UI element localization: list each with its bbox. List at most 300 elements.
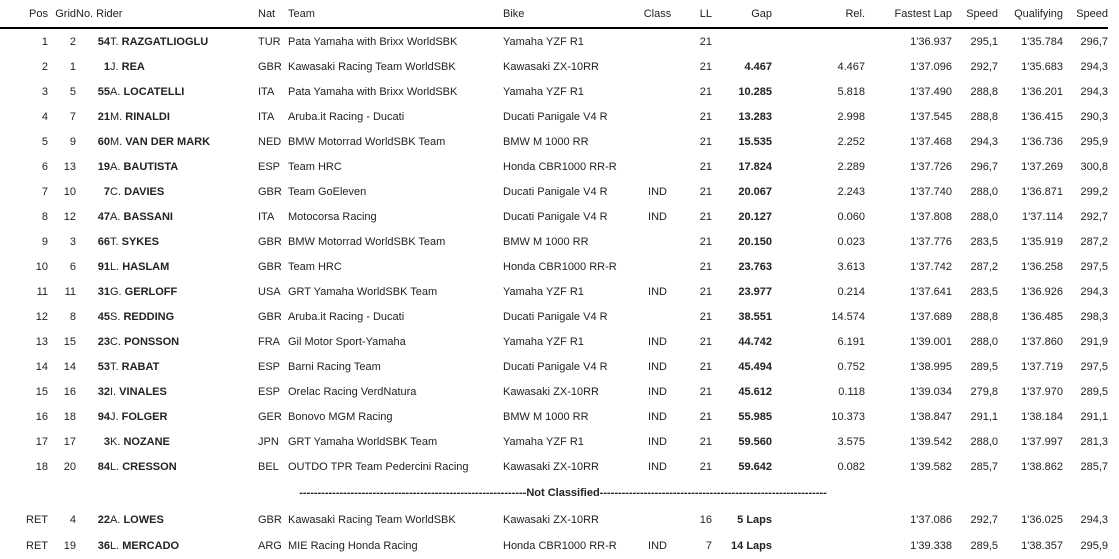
cell-no: 31 bbox=[97, 285, 110, 298]
column-header-fspeed: Speed bbox=[952, 0, 998, 28]
table-row bbox=[0, 179, 1108, 204]
rider-initial: A. bbox=[110, 160, 124, 173]
cell-team: MIE Racing Honda Racing bbox=[288, 540, 418, 552]
cell-bike: BMW M 1000 RR bbox=[503, 235, 589, 248]
cell-rider bbox=[110, 329, 258, 354]
cell-no: 91 bbox=[97, 260, 110, 273]
rider-surname: RAZGATLIOGLU bbox=[121, 35, 209, 48]
column-header-nat: Nat bbox=[258, 0, 288, 28]
cell-qspeed: 292,7 bbox=[1080, 210, 1108, 223]
table-row-ret bbox=[0, 533, 1108, 559]
cell-pos: 16 bbox=[35, 410, 48, 423]
cell-fspeed: 294,3 bbox=[970, 135, 998, 148]
rider-surname: LOWES bbox=[123, 514, 164, 526]
cell-bike: Yamaha YZF R1 bbox=[503, 35, 584, 48]
table-row bbox=[0, 354, 1108, 379]
rider-surname: FOLGER bbox=[121, 410, 168, 423]
cell-nat: ESP bbox=[258, 160, 281, 173]
cell-nat: ITA bbox=[258, 210, 275, 223]
column-header-pos: Pos bbox=[0, 0, 48, 28]
cell-grid: 13 bbox=[63, 160, 76, 173]
cell-grid: 8 bbox=[69, 310, 76, 323]
cell-gap: 20.150 bbox=[738, 235, 772, 248]
cell-rider bbox=[110, 204, 258, 229]
cell-fspeed: 288,0 bbox=[970, 335, 998, 348]
cell-qspeed: 294,3 bbox=[1080, 514, 1108, 526]
cell-fspeed: 288,0 bbox=[970, 210, 998, 223]
cell-gap: 15.535 bbox=[738, 135, 772, 148]
cell-qual: 1'36.485 bbox=[1021, 310, 1063, 323]
rider-surname: CRESSON bbox=[122, 460, 177, 473]
rider-surname: BAUTISTA bbox=[123, 160, 179, 173]
cell-rel: 4.467 bbox=[837, 60, 865, 73]
cell-grid: 1 bbox=[69, 60, 76, 73]
cell-bike: BMW M 1000 RR bbox=[503, 410, 589, 423]
cell-bike: Yamaha YZF R1 bbox=[503, 85, 584, 98]
cell-flap: 1'37.545 bbox=[910, 110, 952, 123]
table-row bbox=[0, 28, 1108, 54]
cell-nat: GBR bbox=[258, 185, 282, 198]
not-classified-separator-row bbox=[0, 479, 1108, 507]
cell-ll: 21 bbox=[699, 185, 712, 198]
cell-cls: IND bbox=[648, 335, 667, 348]
cell-rel bbox=[772, 28, 865, 54]
cell-ll: 21 bbox=[699, 235, 712, 248]
cell-pos: RET bbox=[26, 514, 48, 526]
cell-no: 36 bbox=[97, 540, 110, 552]
cell-grid: 12 bbox=[63, 210, 76, 223]
cell-flap: 1'37.776 bbox=[910, 235, 952, 248]
cell-flap: 1'37.086 bbox=[910, 514, 952, 526]
rider-surname: RABAT bbox=[121, 360, 160, 373]
cell-no: 54 bbox=[97, 35, 110, 48]
rider-surname: SYKES bbox=[121, 235, 159, 248]
cell-ll: 21 bbox=[699, 110, 712, 123]
cell-qspeed: 294,3 bbox=[1080, 285, 1108, 298]
cell-qspeed: 291,9 bbox=[1080, 335, 1108, 348]
cell-cls: IND bbox=[648, 435, 667, 448]
cell-bike: Kawasaki ZX-10RR bbox=[503, 385, 599, 398]
cell-bike: Kawasaki ZX-10RR bbox=[503, 514, 599, 526]
cell-nat: BEL bbox=[258, 460, 279, 473]
cell-rider bbox=[110, 404, 258, 429]
table-row bbox=[0, 329, 1108, 354]
cell-flap: 1'39.338 bbox=[910, 540, 952, 552]
cell-fspeed: 292,7 bbox=[970, 514, 998, 526]
cell-gap: 4.467 bbox=[744, 60, 772, 73]
column-header-rel: Rel. bbox=[772, 0, 865, 28]
cell-no: 32 bbox=[97, 385, 110, 398]
rider-surname: HASLAM bbox=[122, 260, 170, 273]
cell-no: 55 bbox=[97, 85, 110, 98]
cell-ll: 16 bbox=[699, 514, 712, 526]
rider-initial: A. bbox=[110, 85, 124, 98]
cell-team: BMW Motorrad WorldSBK Team bbox=[288, 235, 446, 248]
rider-initial: C. bbox=[110, 335, 125, 348]
cell-team: Aruba.it Racing - Ducati bbox=[288, 310, 405, 323]
cell-cls bbox=[640, 129, 675, 154]
cell-rider bbox=[110, 429, 258, 454]
rider-surname: REDDING bbox=[123, 310, 175, 323]
cell-pos: 10 bbox=[35, 260, 48, 273]
cell-qual: 1'36.258 bbox=[1021, 260, 1063, 273]
cell-fspeed: 288,8 bbox=[970, 85, 998, 98]
cell-fspeed: 292,7 bbox=[970, 60, 998, 73]
cell-bike: Ducati Panigale V4 R bbox=[503, 310, 608, 323]
cell-ll: 21 bbox=[699, 260, 712, 273]
cell-qspeed: 297,5 bbox=[1080, 260, 1108, 273]
cell-nat: GBR bbox=[258, 514, 282, 526]
column-header-grid: Grid bbox=[48, 0, 76, 28]
cell-pos: 4 bbox=[41, 110, 48, 123]
cell-bike: Yamaha YZF R1 bbox=[503, 435, 584, 448]
cell-rider bbox=[110, 454, 258, 479]
cell-grid: 19 bbox=[63, 540, 76, 552]
cell-pos: 12 bbox=[35, 310, 48, 323]
cell-ll: 21 bbox=[699, 385, 712, 398]
cell-pos: 3 bbox=[41, 85, 48, 98]
cell-pos: 5 bbox=[41, 135, 48, 148]
cell-team: Kawasaki Racing Team WorldSBK bbox=[288, 514, 456, 526]
table-row bbox=[0, 254, 1108, 279]
cell-ll: 21 bbox=[699, 85, 712, 98]
cell-cls bbox=[640, 154, 675, 179]
cell-cls: IND bbox=[648, 410, 667, 423]
not-classified-separator: --------------------------------------------------------------Not Classified-------------------------------------------------------------- bbox=[299, 487, 827, 499]
rider-initial: T. bbox=[110, 35, 122, 48]
cell-no: 45 bbox=[97, 310, 110, 323]
cell-cls: IND bbox=[648, 285, 667, 298]
column-header-rider: No. Rider bbox=[76, 0, 258, 28]
cell-flap: 1'37.468 bbox=[910, 135, 952, 148]
column-header-bike: Bike bbox=[503, 0, 640, 28]
cell-rider bbox=[110, 79, 258, 104]
cell-qspeed: 296,7 bbox=[1080, 35, 1108, 48]
cell-grid: 7 bbox=[69, 110, 76, 123]
rider-initial: A. bbox=[110, 514, 124, 526]
cell-ll: 21 bbox=[699, 35, 712, 48]
cell-pos: 1 bbox=[41, 35, 48, 48]
cell-team: Team HRC bbox=[288, 260, 342, 273]
results-body bbox=[0, 28, 1108, 559]
rider-initial: T. bbox=[110, 360, 122, 373]
cell-bike: BMW M 1000 RR bbox=[503, 135, 589, 148]
cell-flap: 1'39.582 bbox=[910, 460, 952, 473]
table-row bbox=[0, 204, 1108, 229]
cell-flap: 1'37.689 bbox=[910, 310, 952, 323]
cell-ll: 21 bbox=[699, 285, 712, 298]
cell-no: 7 bbox=[103, 185, 110, 198]
cell-rider bbox=[110, 507, 258, 533]
cell-rel bbox=[772, 507, 865, 533]
cell-gap: 14 Laps bbox=[731, 540, 772, 552]
cell-cls: IND bbox=[648, 460, 667, 473]
cell-rider bbox=[110, 533, 258, 559]
cell-bike: Honda CBR1000 RR-R bbox=[503, 160, 617, 173]
rider-initial: I. bbox=[110, 385, 120, 398]
rider-surname: NOZANE bbox=[123, 435, 170, 448]
cell-team: BMW Motorrad WorldSBK Team bbox=[288, 135, 446, 148]
cell-gap: 10.285 bbox=[738, 85, 772, 98]
table-row bbox=[0, 229, 1108, 254]
cell-rider bbox=[110, 129, 258, 154]
cell-bike: Kawasaki ZX-10RR bbox=[503, 60, 599, 73]
rider-initial: M. bbox=[110, 110, 126, 123]
cell-team: Pata Yamaha with Brixx WorldSBK bbox=[288, 35, 458, 48]
table-row bbox=[0, 304, 1108, 329]
cell-flap: 1'36.937 bbox=[910, 35, 952, 48]
cell-team: Team GoEleven bbox=[288, 185, 367, 198]
cell-nat: GER bbox=[258, 410, 282, 423]
cell-qual: 1'36.926 bbox=[1021, 285, 1063, 298]
cell-ll: 21 bbox=[699, 135, 712, 148]
cell-pos: 13 bbox=[35, 335, 48, 348]
rider-initial: S. bbox=[110, 310, 124, 323]
column-header-qspeed: Speed bbox=[1063, 0, 1108, 28]
cell-rider bbox=[110, 154, 258, 179]
cell-nat: ESP bbox=[258, 385, 281, 398]
rider-initial: G. bbox=[110, 285, 125, 298]
cell-ll: 21 bbox=[699, 210, 712, 223]
cell-cls: IND bbox=[648, 360, 667, 373]
cell-rel: 3.613 bbox=[837, 260, 865, 273]
cell-team: Barni Racing Team bbox=[288, 360, 381, 373]
cell-bike: Ducati Panigale V4 R bbox=[503, 210, 608, 223]
cell-nat: ESP bbox=[258, 360, 281, 373]
cell-rel: 0.214 bbox=[837, 285, 865, 298]
cell-rider bbox=[110, 28, 258, 54]
cell-grid: 6 bbox=[69, 260, 76, 273]
cell-team: GRT Yamaha WorldSBK Team bbox=[288, 285, 438, 298]
cell-fspeed: 296,7 bbox=[970, 160, 998, 173]
cell-qual: 1'37.970 bbox=[1021, 385, 1063, 398]
rider-initial: A. bbox=[110, 210, 124, 223]
cell-flap: 1'37.808 bbox=[910, 210, 952, 223]
cell-nat: USA bbox=[258, 285, 281, 298]
rider-initial: C. bbox=[110, 185, 125, 198]
cell-qual: 1'37.719 bbox=[1021, 360, 1063, 373]
rider-surname: DAVIES bbox=[124, 185, 165, 198]
header-row bbox=[0, 0, 1108, 28]
rider-surname: PONSSON bbox=[124, 335, 180, 348]
cell-cls bbox=[640, 54, 675, 79]
cell-no: 22 bbox=[97, 514, 110, 526]
rider-surname: BASSANI bbox=[123, 210, 173, 223]
cell-qual: 1'38.862 bbox=[1021, 460, 1063, 473]
cell-rel: 0.752 bbox=[837, 360, 865, 373]
cell-bike: Yamaha YZF R1 bbox=[503, 335, 584, 348]
cell-team: Team HRC bbox=[288, 160, 342, 173]
rider-initial: L. bbox=[110, 540, 123, 552]
cell-rel: 5.818 bbox=[837, 85, 865, 98]
cell-flap: 1'39.542 bbox=[910, 435, 952, 448]
cell-ll: 21 bbox=[699, 435, 712, 448]
cell-no: 84 bbox=[97, 460, 110, 473]
cell-rel: 0.060 bbox=[837, 210, 865, 223]
cell-nat: FRA bbox=[258, 335, 280, 348]
cell-fspeed: 289,5 bbox=[970, 540, 998, 552]
cell-fspeed: 288,8 bbox=[970, 110, 998, 123]
cell-no: 60 bbox=[97, 135, 110, 148]
cell-nat: TUR bbox=[258, 35, 281, 48]
cell-flap: 1'37.096 bbox=[910, 60, 952, 73]
cell-cls bbox=[640, 28, 675, 54]
cell-rider bbox=[110, 54, 258, 79]
cell-fspeed: 295,1 bbox=[970, 35, 998, 48]
cell-team: Motocorsa Racing bbox=[288, 210, 377, 223]
cell-rider bbox=[110, 179, 258, 204]
cell-rel: 0.023 bbox=[837, 235, 865, 248]
cell-cls bbox=[640, 104, 675, 129]
cell-qual: 1'37.114 bbox=[1021, 210, 1063, 223]
rider-initial: K. bbox=[110, 435, 124, 448]
cell-pos: 15 bbox=[35, 385, 48, 398]
cell-bike: Kawasaki ZX-10RR bbox=[503, 460, 599, 473]
cell-pos: 14 bbox=[35, 360, 48, 373]
cell-ll: 21 bbox=[699, 310, 712, 323]
cell-qspeed: 291,1 bbox=[1080, 410, 1108, 423]
table-row bbox=[0, 104, 1108, 129]
cell-nat: GBR bbox=[258, 235, 282, 248]
cell-qual: 1'36.201 bbox=[1021, 85, 1063, 98]
cell-ll: 21 bbox=[699, 460, 712, 473]
table-row bbox=[0, 79, 1108, 104]
cell-rel: 3.575 bbox=[837, 435, 865, 448]
cell-grid: 14 bbox=[63, 360, 76, 373]
rider-surname: VAN DER MARK bbox=[125, 135, 211, 148]
cell-flap: 1'37.641 bbox=[910, 285, 952, 298]
cell-pos: 2 bbox=[41, 60, 48, 73]
table-row bbox=[0, 129, 1108, 154]
cell-cls bbox=[640, 254, 675, 279]
rider-surname: VINALES bbox=[119, 385, 167, 398]
table-row bbox=[0, 54, 1108, 79]
cell-nat: ITA bbox=[258, 85, 275, 98]
cell-pos: 7 bbox=[41, 185, 48, 198]
cell-gap: 44.742 bbox=[738, 335, 772, 348]
cell-gap: 59.560 bbox=[738, 435, 772, 448]
cell-qspeed: 299,2 bbox=[1080, 185, 1108, 198]
cell-rider bbox=[110, 104, 258, 129]
cell-gap: 20.067 bbox=[738, 185, 772, 198]
cell-cls: IND bbox=[648, 210, 667, 223]
cell-flap: 1'38.995 bbox=[910, 360, 952, 373]
cell-gap: 55.985 bbox=[738, 410, 772, 423]
cell-bike: Ducati Panigale V4 R bbox=[503, 185, 608, 198]
cell-fspeed: 285,7 bbox=[970, 460, 998, 473]
cell-rider bbox=[110, 304, 258, 329]
cell-qual: 1'37.997 bbox=[1021, 435, 1063, 448]
cell-gap: 45.612 bbox=[738, 385, 772, 398]
cell-grid: 18 bbox=[63, 410, 76, 423]
cell-qual: 1'37.269 bbox=[1021, 160, 1063, 173]
cell-no: 94 bbox=[97, 410, 110, 423]
cell-gap: 59.642 bbox=[738, 460, 772, 473]
cell-qual: 1'35.919 bbox=[1021, 235, 1063, 248]
table-row bbox=[0, 279, 1108, 304]
cell-qual: 1'35.784 bbox=[1021, 35, 1063, 48]
cell-team: OUTDO TPR Team Pedercini Racing bbox=[288, 460, 469, 473]
cell-qual: 1'36.025 bbox=[1021, 514, 1063, 526]
rider-initial: T. bbox=[110, 235, 122, 248]
column-header-qual: Qualifying bbox=[998, 0, 1063, 28]
cell-fspeed: 287,2 bbox=[970, 260, 998, 273]
cell-no: 3 bbox=[103, 435, 110, 448]
cell-nat: ITA bbox=[258, 110, 275, 123]
cell-gap: 17.824 bbox=[738, 160, 772, 173]
table-row-ret bbox=[0, 507, 1108, 533]
rider-initial: L. bbox=[110, 260, 123, 273]
cell-qual: 1'36.415 bbox=[1021, 110, 1063, 123]
cell-rel: 2.998 bbox=[837, 110, 865, 123]
cell-cls bbox=[640, 79, 675, 104]
table-row bbox=[0, 404, 1108, 429]
cell-nat: GBR bbox=[258, 260, 282, 273]
cell-rel: 10.373 bbox=[831, 410, 865, 423]
cell-rel: 2.252 bbox=[837, 135, 865, 148]
cell-pos: 17 bbox=[35, 435, 48, 448]
rider-surname: LOCATELLI bbox=[123, 85, 185, 98]
cell-grid: 11 bbox=[64, 285, 76, 298]
cell-qspeed: 294,3 bbox=[1080, 85, 1108, 98]
cell-qspeed: 297,5 bbox=[1080, 360, 1108, 373]
cell-cls bbox=[640, 507, 675, 533]
cell-no: 21 bbox=[97, 110, 110, 123]
cell-cls bbox=[640, 229, 675, 254]
cell-team: Gil Motor Sport-Yamaha bbox=[288, 335, 406, 348]
cell-nat: GBR bbox=[258, 60, 282, 73]
cell-team: GRT Yamaha WorldSBK Team bbox=[288, 435, 438, 448]
cell-rider bbox=[110, 229, 258, 254]
cell-bike: Yamaha YZF R1 bbox=[503, 285, 584, 298]
cell-pos: 8 bbox=[41, 210, 48, 223]
cell-qspeed: 290,3 bbox=[1080, 110, 1108, 123]
cell-pos: RET bbox=[26, 540, 48, 552]
cell-qspeed: 294,3 bbox=[1080, 60, 1108, 73]
cell-qual: 1'36.736 bbox=[1021, 135, 1063, 148]
cell-no: 66 bbox=[97, 235, 110, 248]
cell-rel: 14.574 bbox=[831, 310, 865, 323]
cell-no: 53 bbox=[97, 360, 110, 373]
cell-qual: 1'35.683 bbox=[1021, 60, 1063, 73]
cell-no: 47 bbox=[97, 210, 110, 223]
cell-qual: 1'38.357 bbox=[1021, 540, 1063, 552]
rider-initial: J. bbox=[110, 60, 122, 73]
cell-cls: IND bbox=[648, 385, 667, 398]
cell-nat: GBR bbox=[258, 310, 282, 323]
cell-bike: Honda CBR1000 RR-R bbox=[503, 540, 617, 552]
cell-rel: 0.118 bbox=[838, 385, 865, 398]
cell-flap: 1'37.726 bbox=[910, 160, 952, 173]
rider-surname: REA bbox=[121, 60, 145, 73]
cell-pos: 9 bbox=[41, 235, 48, 248]
cell-qspeed: 289,5 bbox=[1080, 385, 1108, 398]
cell-nat: JPN bbox=[258, 435, 279, 448]
cell-fspeed: 279,8 bbox=[970, 385, 998, 398]
cell-qspeed: 287,2 bbox=[1080, 235, 1108, 248]
cell-fspeed: 288,0 bbox=[970, 435, 998, 448]
table-row bbox=[0, 154, 1108, 179]
cell-grid: 17 bbox=[63, 435, 76, 448]
cell-cls: IND bbox=[648, 540, 667, 552]
cell-nat: ARG bbox=[258, 540, 282, 552]
cell-team: Aruba.it Racing - Ducati bbox=[288, 110, 405, 123]
cell-pos: 6 bbox=[41, 160, 48, 173]
cell-gap bbox=[712, 28, 772, 54]
cell-qspeed: 300,8 bbox=[1080, 160, 1108, 173]
cell-team: Kawasaki Racing Team WorldSBK bbox=[288, 60, 456, 73]
cell-flap: 1'39.001 bbox=[910, 335, 952, 348]
